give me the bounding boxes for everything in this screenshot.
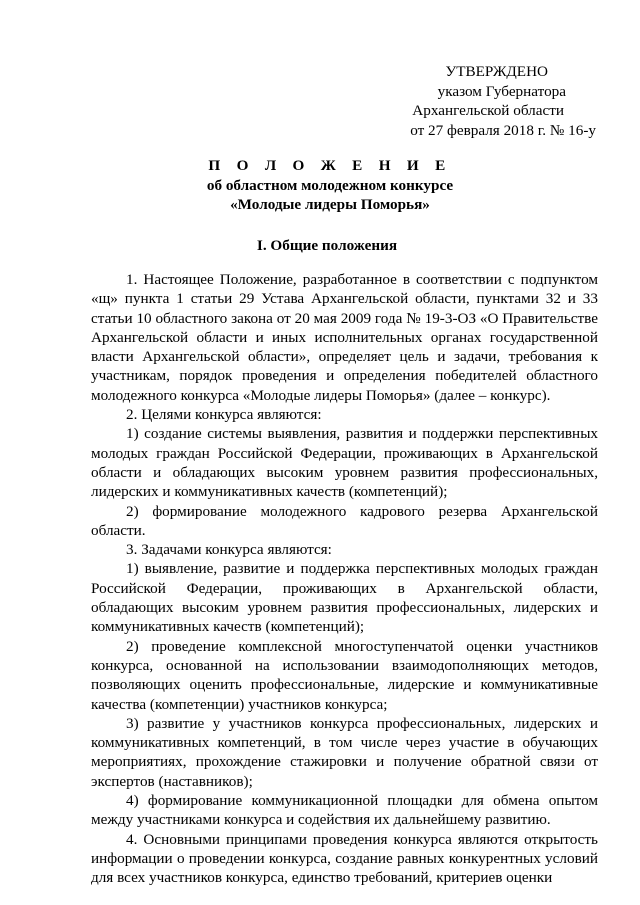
paragraph: 2. Целями конкурса являются: bbox=[126, 406, 322, 424]
document-body bbox=[91, 270, 598, 888]
section-heading: I. Общие положения bbox=[256, 237, 398, 254]
paragraph: 1. Настоящее Положение, разработанное в соответствии с подпунктом «щ» пункта 1 статьи 29 Устава Архангельской области, пунктами 32 и 33 статьи 10 областного закона от 20 мая 2009 года № 19-3-ОЗ «О Правительстве Архангельской области и иных исполнительных органах государственной власти Архангельской области», определяет цель и задачи, требования к участникам, порядок проведения и определения победителей областного молодежного конкурса «Молодые лидеры Поморья» (далее – конкурс). bbox=[91, 271, 598, 404]
paragraph: 2) проведение комплексной многоступенчатой оценки участников конкурса, основанной на использовании взаимодополняющих методов, позволяющих оценить профессиональные, лидерские и коммуникативные качества (компетенции) участников конкурса; bbox=[91, 637, 598, 713]
approval-by: указом Губернатора bbox=[437, 82, 566, 100]
approval-date: от 27 февраля 2018 г. № 16-у bbox=[410, 121, 596, 139]
approval-region: Архангельской области bbox=[412, 102, 564, 119]
paragraph: 4. Основными принципами проведения конкурса являются открытость информации о проведении конкурса, создание равных конкурентных условий для всех участников конкурса, единство требований, критериев оценки bbox=[91, 830, 598, 887]
approval-header: УТВЕРЖДЕНО bbox=[445, 63, 548, 80]
paragraph: 4) формирование коммуникационной площадки для обмена опытом между участниками конкурса и содействия их дальнейшему развитию. bbox=[91, 792, 598, 829]
paragraph: 3. Задачами конкурса являются: bbox=[126, 541, 332, 559]
paragraph: 1) создание системы выявления, развития и поддержки перспективных молодых граждан Российской Федерации, проживающих в Архангельской области и обладающих высоким уровнем развития профессиональных, лидерских и коммуникативных качеств (компетенций); bbox=[91, 425, 598, 501]
approval-stamp bbox=[410, 62, 596, 140]
paragraph: 1) выявление, развитие и поддержка перспективных молодых граждан Российской Федерации, проживающих в Архангельской области, обладающих высоким уровнем развития профессиональных, лидерских и коммуникативных качеств (компетенций); bbox=[91, 560, 598, 636]
document-title bbox=[0, 156, 640, 215]
title-main: П О Л О Ж Е Н И Е bbox=[208, 157, 452, 174]
title-line-2: «Молодые лидеры Поморья» bbox=[230, 196, 430, 213]
paragraph: 3) развитие у участников конкурса профессиональных, лидерских и коммуникативных компетенций, в том числе через участие в обучающих мероприятиях, прохождение стажировки и получение обратной связи от экспертов (наставников); bbox=[91, 714, 598, 790]
title-line-1: об областном молодежном конкурсе bbox=[206, 176, 454, 194]
paragraph: 2) формирование молодежного кадрового резерва Архангельской области. bbox=[91, 502, 598, 539]
